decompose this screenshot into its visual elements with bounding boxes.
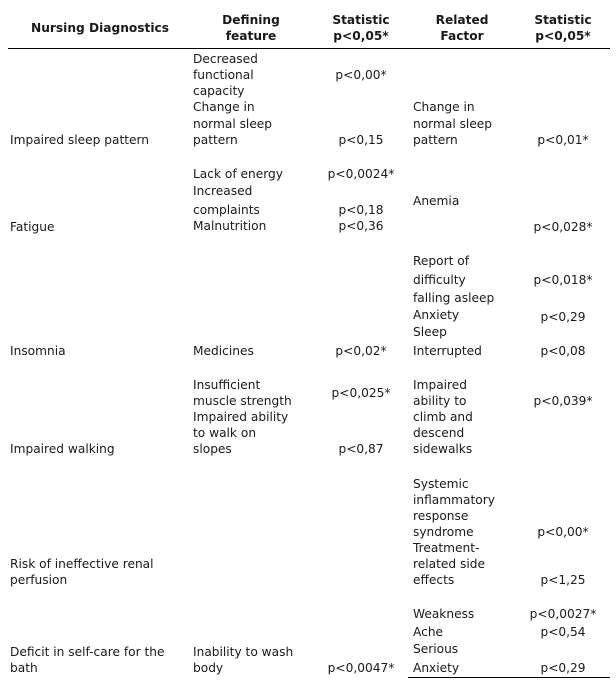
statistic-value: p<0,54 xyxy=(540,625,586,639)
related-factor: Impaired xyxy=(413,378,468,392)
statistic-value: p<0,0024* xyxy=(327,167,395,181)
related-factor: climb and xyxy=(413,410,473,424)
bottom-rule xyxy=(408,677,610,678)
defining-feature: complaints xyxy=(193,203,260,217)
diagnosis-deficit-self-care-bath: bath xyxy=(10,661,38,675)
related-factor: related side xyxy=(413,557,485,571)
header-statistic-2-line1: Statistic xyxy=(534,13,592,27)
statistic-value: p<0,29 xyxy=(540,661,586,675)
statistic-value: p<0,08 xyxy=(540,344,586,358)
diagnosis-deficit-self-care-bath: Deficit in self-care for the xyxy=(10,645,165,659)
header-related-factor-line1: Related xyxy=(435,13,489,27)
related-factor: Ache xyxy=(413,625,444,639)
related-factor: Treatment- xyxy=(413,541,480,555)
header-defining-feature-line1: Defining xyxy=(222,13,280,27)
related-factor: Sleep xyxy=(413,325,447,339)
defining-feature: Medicines xyxy=(193,344,254,358)
statistic-value: p<0,01* xyxy=(537,133,589,147)
diagnosis-fatigue: Fatigue xyxy=(10,220,55,234)
diagnosis-insomnia: Insomnia xyxy=(10,344,66,358)
related-factor: Serious xyxy=(413,642,459,656)
header-statistic-2-line2: p<0,05* xyxy=(535,29,591,43)
defining-feature: normal sleep xyxy=(193,117,273,131)
statistic-value: p<0,025* xyxy=(331,386,391,400)
defining-feature: Increased xyxy=(193,184,253,198)
statistic-value: p<0,0027* xyxy=(529,607,597,621)
defining-feature: functional xyxy=(193,68,254,82)
header-defining-feature-line2: feature xyxy=(225,29,277,43)
diagnosis-impaired-sleep-pattern: Impaired sleep pattern xyxy=(10,133,150,147)
statistic-value: p<0,039* xyxy=(533,394,593,408)
header-diagnostics: Nursing Diagnostics xyxy=(31,21,169,35)
related-factor: difficulty xyxy=(413,273,466,287)
statistic-value: p<1,25 xyxy=(540,573,586,587)
statistic-value: p<0,15 xyxy=(338,133,384,147)
defining-feature: slopes xyxy=(193,442,232,456)
header-rule xyxy=(8,48,610,49)
defining-feature: Lack of energy xyxy=(193,167,283,181)
defining-feature: Impaired ability xyxy=(193,410,289,424)
diagnosis-risk-renal-perfusion: perfusion xyxy=(10,573,68,587)
related-factor: falling asleep xyxy=(413,291,495,305)
related-factor: Weakness xyxy=(413,607,475,621)
header-statistic-1-line2: p<0,05* xyxy=(333,29,389,43)
defining-feature: body xyxy=(193,661,224,675)
defining-feature: Change in xyxy=(193,100,255,114)
statistic-value: p<0,00* xyxy=(537,525,589,539)
related-factor: normal sleep xyxy=(413,117,493,131)
statistic-value: p<0,028* xyxy=(533,220,593,234)
defining-feature: Insufficient xyxy=(193,378,261,392)
related-factor: ability to xyxy=(413,394,467,408)
statistic-value: p<0,87 xyxy=(338,442,384,456)
defining-feature: muscle strength xyxy=(193,394,292,408)
defining-feature: Decreased xyxy=(193,52,258,66)
defining-feature: to walk on xyxy=(193,426,257,440)
related-factor: Anxiety xyxy=(413,661,460,675)
statistic-value: p<0,02* xyxy=(335,344,387,358)
related-factor: Change in xyxy=(413,100,475,114)
related-factor: Report of xyxy=(413,254,470,268)
related-factor: Anemia xyxy=(413,194,460,208)
related-factor: syndrome xyxy=(413,525,474,539)
header-related-factor-line2: Factor xyxy=(440,29,484,43)
diagnosis-impaired-walking: Impaired walking xyxy=(10,442,115,456)
defining-feature: Inability to wash xyxy=(193,645,294,659)
statistic-value: p<0,36 xyxy=(338,219,384,233)
diagnosis-risk-renal-perfusion: Risk of ineffective renal xyxy=(10,557,154,571)
related-factor: Systemic xyxy=(413,477,469,491)
statistic-value: p<0,018* xyxy=(533,273,593,287)
related-factor: inflammatory xyxy=(413,493,495,507)
related-factor: pattern xyxy=(413,133,458,147)
related-factor: effects xyxy=(413,573,455,587)
defining-feature: pattern xyxy=(193,133,238,147)
statistic-value: p<0,0047* xyxy=(327,661,395,675)
related-factor: Anxiety xyxy=(413,308,460,322)
related-factor: descend xyxy=(413,426,465,440)
statistic-value: p<0,18 xyxy=(338,203,384,217)
statistic-value: p<0,00* xyxy=(335,68,387,82)
header-statistic-1-line1: Statistic xyxy=(332,13,390,27)
related-factor: sidewalks xyxy=(413,442,473,456)
defining-feature: capacity xyxy=(193,84,245,98)
statistic-value: p<0,29 xyxy=(540,310,586,324)
related-factor: response xyxy=(413,509,469,523)
defining-feature: Malnutrition xyxy=(193,219,267,233)
related-factor: Interrupted xyxy=(413,344,482,358)
